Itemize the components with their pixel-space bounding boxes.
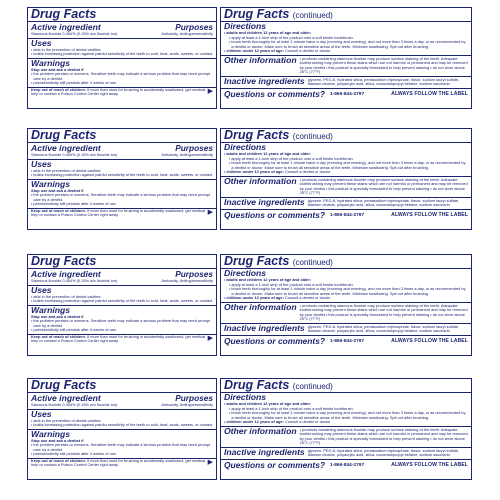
drug-facts-continued-title: Drug Facts (continued) bbox=[221, 8, 471, 22]
directions-section bbox=[221, 393, 471, 427]
uses-item: • builds increasing protection against painful sensitivity of the teeth to cold, heat, acids, sweets, or contact bbox=[31, 422, 213, 427]
active-ingredient-purpose: Anticavity, Antihypersensitivity bbox=[161, 278, 213, 283]
keep-out-bold: Keep out of reach of children. bbox=[31, 457, 86, 463]
keep-out-of-reach-section bbox=[28, 209, 216, 219]
purposes-heading: Purposes bbox=[175, 393, 213, 403]
active-ingredient-purpose: Anticavity, Antihypersensitivity bbox=[161, 152, 213, 157]
active-ingredient-purpose: Anticavity, Antihypersensitivity bbox=[161, 402, 213, 407]
warnings-item: • pain/sensitivity still persists after 4 weeks of use. bbox=[31, 201, 117, 206]
drug-facts-title: Drug Facts bbox=[28, 129, 216, 143]
uses-heading: Uses bbox=[31, 158, 52, 169]
other-information-text: • products containing stannous fluoride may produce surface staining of the teeth. Adequate toothbrushing may prevent these stains which are not harmful or permanent and may be removed by your dentist • this product is specially formulated to help prevent staining • do not store above 25°C (77°F) bbox=[299, 426, 468, 445]
drug-facts-continued-title: Drug Facts (continued) bbox=[221, 379, 471, 393]
drug-facts-right-panel bbox=[220, 378, 472, 480]
active-ingredient-heading: Active ingredient bbox=[31, 269, 101, 279]
directions-heading: Directions bbox=[224, 142, 267, 152]
inactive-ingredients-text: glycerin, PEG-8, hydrated silica, pentasodium triphosphate, flavor, sodium lauryl sulfate, titanium dioxide, polyacrylic acid, silica, cocamidopropyl betaine, sodium saccharin bbox=[307, 447, 460, 457]
warnings-item: • pain/sensitivity still persists after 4 weeks of use. bbox=[31, 327, 117, 332]
drug-facts-title: Drug Facts bbox=[28, 379, 216, 393]
directions-item: • adults and children 12 years of age and older: bbox=[224, 401, 312, 406]
always-follow-label: ALWAYS FOLLOW THE LABEL bbox=[391, 91, 468, 97]
directions-item: • adults and children 12 years of age and older: bbox=[224, 277, 312, 282]
warnings-heading: Warnings bbox=[31, 57, 70, 68]
inactive-ingredients-text: glycerin, PEG-8, hydrated silica, pentasodium triphosphate, flavor, sodium lauryl sulfate, titanium dioxide, polyacrylic acid, silica, cocamidopropyl betaine, sodium saccharin bbox=[307, 323, 460, 333]
directions-item: • apply at least a 1-inch strip of the product onto a soft bristle toothbrush. bbox=[229, 155, 354, 161]
inactive-ingredients-section bbox=[221, 77, 471, 89]
keep-out-text: If more than used for brushing is accidentally swallowed, get medical help or contact a Poison Control Center right away. bbox=[31, 457, 206, 467]
directions-section bbox=[221, 22, 471, 56]
uses-item: • aids in the prevention of dental cavities bbox=[31, 293, 101, 299]
drug-facts-title: Drug Facts bbox=[28, 255, 216, 269]
directions-section bbox=[221, 143, 471, 177]
drug-facts-continued-title: Drug Facts (continued) bbox=[221, 255, 471, 269]
keep-out-of-reach-section bbox=[28, 335, 216, 345]
active-ingredient-purpose: Anticavity, Antihypersensitivity bbox=[161, 31, 213, 36]
directions-item: • apply at least a 1-inch strip of the product onto a soft bristle toothbrush. bbox=[229, 34, 354, 40]
inactive-ingredients-heading: Inactive ingredients bbox=[224, 322, 305, 333]
keep-out-bold: Keep out of reach of children. bbox=[31, 86, 86, 92]
phone-number: 1-866-844-2797 bbox=[329, 91, 365, 97]
drug-facts-left-panel bbox=[27, 128, 217, 230]
phone-number: 1-866-844-2797 bbox=[329, 462, 365, 468]
drug-facts-label bbox=[27, 378, 472, 480]
active-ingredient-section bbox=[28, 143, 216, 160]
drug-facts-right-panel bbox=[220, 7, 472, 109]
active-ingredient-heading: Active ingredient bbox=[31, 393, 101, 403]
continue-arrow-icon: ▶ bbox=[207, 208, 213, 216]
continue-arrow-icon: ▶ bbox=[207, 458, 213, 466]
inactive-ingredients-section bbox=[221, 198, 471, 210]
purposes-heading: Purposes bbox=[175, 269, 213, 279]
directions-item: • apply at least a 1-inch strip of the product onto a soft bristle toothbrush. bbox=[229, 405, 354, 411]
uses-heading: Uses bbox=[31, 408, 52, 419]
questions-heading: Questions or comments? bbox=[224, 209, 325, 220]
other-information-text: • products containing stannous fluoride may produce surface staining of the teeth. Adequate toothbrushing may prevent these stains which are not harmful or permanent and may be removed by your dentist • this product is specially formulated to help prevent staining • do not store above 25°C (77°F) bbox=[299, 302, 468, 321]
active-ingredient-text: Stannous fluoride 0.454% (0.15% w/v fluoride ion) bbox=[31, 402, 118, 407]
active-ingredient-text: Stannous fluoride 0.454% (0.15% w/v fluoride ion) bbox=[31, 152, 118, 157]
directions-item: • apply at least a 1-inch strip of the product onto a soft bristle toothbrush. bbox=[229, 281, 354, 287]
other-information-section bbox=[221, 177, 471, 198]
drug-facts-title: Drug Facts bbox=[28, 8, 216, 22]
directions-item: • brush teeth thoroughly for at least 1 minute twice a day (morning and evening), and not more than 3 times a day, or as recommended by a dentist or doctor. Make sure to brush all sensitive areas of the teeth. Minimize swallowing. Spit out after brushing. bbox=[229, 160, 466, 170]
keep-out-text: If more than used for brushing is accidentally swallowed, get medical help or contact a Poison Control Center right away. bbox=[31, 207, 206, 217]
keep-out-bold: Keep out of reach of children. bbox=[31, 333, 86, 339]
other-information-heading: Other information bbox=[224, 425, 297, 436]
directions-item: • brush teeth thoroughly for at least 1 minute twice a day (morning and evening), and not more than 3 times a day, or as recommended by a dentist or doctor. Make sure to brush all sensitive areas of the teeth. Minimize swallowing. Spit out after brushing. bbox=[229, 39, 466, 49]
drug-facts-right-panel bbox=[220, 254, 472, 356]
directions-item: • children under 12 years of age: Consult a dentist or doctor bbox=[224, 48, 331, 53]
directions-item: • children under 12 years of age: Consult a dentist or doctor bbox=[224, 419, 331, 424]
warnings-item: • the problem persists or worsens. Sensitive teeth may indicate a serious problem that may need prompt care by a dentist. bbox=[31, 192, 211, 202]
uses-item: • aids in the prevention of dental cavities bbox=[31, 167, 101, 173]
uses-item: • builds increasing protection against painful sensitivity of the teeth to cold, heat, acids, sweets, or contact bbox=[31, 51, 213, 56]
directions-heading: Directions bbox=[224, 268, 267, 278]
directions-section bbox=[221, 269, 471, 303]
directions-item: • children under 12 years of age: Consult a dentist or doctor bbox=[224, 295, 331, 300]
drug-facts-left-panel bbox=[27, 254, 217, 356]
directions-item: • adults and children 12 years of age and older: bbox=[224, 151, 312, 156]
uses-heading: Uses bbox=[31, 37, 52, 48]
other-information-section bbox=[221, 427, 471, 448]
active-ingredient-heading: Active ingredient bbox=[31, 22, 101, 32]
other-information-section bbox=[221, 56, 471, 77]
stop-use-line: Stop use and ask a dentist if bbox=[31, 313, 84, 319]
uses-item: • aids in the prevention of dental cavities bbox=[31, 46, 101, 52]
warnings-item: • the problem persists or worsens. Sensitive teeth may indicate a serious problem that may need prompt care by a dentist. bbox=[31, 71, 211, 81]
warnings-item: • pain/sensitivity still persists after 4 weeks of use. bbox=[31, 80, 117, 85]
drug-facts-label bbox=[27, 128, 472, 230]
directions-item: • brush teeth thoroughly for at least 1 minute twice a day (morning and evening), and not more than 3 times a day, or as recommended by a dentist or doctor. Make sure to brush all sensitive areas of the teeth. Minimize swallowing. Spit out after brushing. bbox=[229, 410, 466, 420]
purposes-heading: Purposes bbox=[175, 22, 213, 32]
questions-row bbox=[221, 89, 471, 100]
uses-section bbox=[28, 286, 216, 306]
uses-section bbox=[28, 39, 216, 59]
stop-use-line: Stop use and ask a dentist if bbox=[31, 187, 84, 193]
inactive-ingredients-section bbox=[221, 448, 471, 460]
keep-out-text: If more than used for brushing is accidentally swallowed, get medical help or contact a Poison Control Center right away. bbox=[31, 86, 206, 96]
uses-heading: Uses bbox=[31, 284, 52, 295]
stop-use-line: Stop use and ask a dentist if bbox=[31, 437, 84, 443]
drug-facts-left-panel bbox=[27, 7, 217, 109]
always-follow-label: ALWAYS FOLLOW THE LABEL bbox=[391, 338, 468, 344]
uses-section bbox=[28, 410, 216, 430]
questions-heading: Questions or comments? bbox=[224, 88, 325, 99]
uses-item: • builds increasing protection against painful sensitivity of the teeth to cold, heat, acids, sweets, or contact bbox=[31, 298, 213, 303]
inactive-ingredients-section bbox=[221, 324, 471, 336]
drug-facts-label bbox=[27, 7, 472, 109]
warnings-heading: Warnings bbox=[31, 428, 70, 439]
always-follow-label: ALWAYS FOLLOW THE LABEL bbox=[391, 212, 468, 218]
active-ingredient-section bbox=[28, 393, 216, 410]
other-information-heading: Other information bbox=[224, 175, 297, 186]
inactive-ingredients-heading: Inactive ingredients bbox=[224, 75, 305, 86]
keep-out-of-reach-section bbox=[28, 459, 216, 469]
directions-item: • children under 12 years of age: Consult a dentist or doctor bbox=[224, 169, 331, 174]
warnings-item: • the problem persists or worsens. Sensitive teeth may indicate a serious problem that may need prompt care by a dentist. bbox=[31, 442, 211, 452]
questions-row bbox=[221, 460, 471, 471]
active-ingredient-heading: Active ingredient bbox=[31, 143, 101, 153]
warnings-heading: Warnings bbox=[31, 304, 70, 315]
directions-heading: Directions bbox=[224, 21, 267, 31]
active-ingredient-section bbox=[28, 22, 216, 39]
always-follow-label: ALWAYS FOLLOW THE LABEL bbox=[391, 462, 468, 468]
questions-heading: Questions or comments? bbox=[224, 459, 325, 470]
inactive-ingredients-heading: Inactive ingredients bbox=[224, 196, 305, 207]
active-ingredient-section bbox=[28, 269, 216, 286]
drug-facts-label bbox=[27, 254, 472, 356]
uses-section bbox=[28, 160, 216, 180]
warnings-section bbox=[28, 430, 216, 459]
active-ingredient-text: Stannous fluoride 0.454% (0.15% w/v fluoride ion) bbox=[31, 31, 118, 36]
warnings-section bbox=[28, 306, 216, 335]
other-information-section bbox=[221, 303, 471, 324]
other-information-heading: Other information bbox=[224, 54, 297, 65]
inactive-ingredients-heading: Inactive ingredients bbox=[224, 446, 305, 457]
purposes-heading: Purposes bbox=[175, 143, 213, 153]
questions-row bbox=[221, 336, 471, 347]
stop-use-line: Stop use and ask a dentist if bbox=[31, 66, 84, 72]
continue-arrow-icon: ▶ bbox=[207, 87, 213, 95]
keep-out-text: If more than used for brushing is accidentally swallowed, get medical help or contact a Poison Control Center right away. bbox=[31, 333, 206, 343]
phone-number: 1-866-844-2797 bbox=[329, 212, 365, 218]
drug-facts-left-panel bbox=[27, 378, 217, 480]
warnings-heading: Warnings bbox=[31, 178, 70, 189]
other-information-text: • products containing stannous fluoride may produce surface staining of the teeth. Adequate toothbrushing may prevent these stains which are not harmful or permanent and may be removed by your dentist • this product is specially formulated to help prevent staining • do not store above 25°C (77°F) bbox=[299, 176, 468, 195]
keep-out-of-reach-section bbox=[28, 88, 216, 98]
drug-facts-right-panel bbox=[220, 128, 472, 230]
active-ingredient-text: Stannous fluoride 0.454% (0.15% w/v fluoride ion) bbox=[31, 278, 118, 283]
warnings-section bbox=[28, 59, 216, 88]
keep-out-bold: Keep out of reach of children. bbox=[31, 207, 86, 213]
other-information-heading: Other information bbox=[224, 301, 297, 312]
inactive-ingredients-text: glycerin, PEG-8, hydrated silica, pentasodium triphosphate, flavor, sodium lauryl sulfate, titanium dioxide, polyacrylic acid, silica, cocamidopropyl betaine, sodium saccharin bbox=[307, 76, 460, 86]
questions-heading: Questions or comments? bbox=[224, 335, 325, 346]
uses-item: • aids in the prevention of dental cavities bbox=[31, 417, 101, 423]
directions-item: • adults and children 12 years of age and older: bbox=[224, 30, 312, 35]
questions-row bbox=[221, 210, 471, 221]
warnings-item: • pain/sensitivity still persists after 4 weeks of use. bbox=[31, 451, 117, 456]
directions-heading: Directions bbox=[224, 392, 267, 402]
continue-arrow-icon: ▶ bbox=[207, 334, 213, 342]
warnings-section bbox=[28, 180, 216, 209]
warnings-item: • the problem persists or worsens. Sensitive teeth may indicate a serious problem that may need prompt care by a dentist. bbox=[31, 318, 211, 328]
inactive-ingredients-text: glycerin, PEG-8, hydrated silica, pentasodium triphosphate, flavor, sodium lauryl sulfate, titanium dioxide, polyacrylic acid, silica, cocamidopropyl betaine, sodium saccharin bbox=[307, 197, 460, 207]
uses-item: • builds increasing protection against painful sensitivity of the teeth to cold, heat, acids, sweets, or contact bbox=[31, 172, 213, 177]
drug-facts-continued-title: Drug Facts (continued) bbox=[221, 129, 471, 143]
other-information-text: • products containing stannous fluoride may produce surface staining of the teeth. Adequate toothbrushing may prevent these stains which are not harmful or permanent and may be removed by your dentist • this product is specially formulated to help prevent staining • do not store above 25°C (77°F) bbox=[299, 55, 468, 74]
phone-number: 1-866-844-2797 bbox=[329, 338, 365, 344]
directions-item: • brush teeth thoroughly for at least 1 minute twice a day (morning and evening), and not more than 3 times a day, or as recommended by a dentist or doctor. Make sure to brush all sensitive areas of the teeth. Minimize swallowing. Spit out after brushing. bbox=[229, 286, 466, 296]
